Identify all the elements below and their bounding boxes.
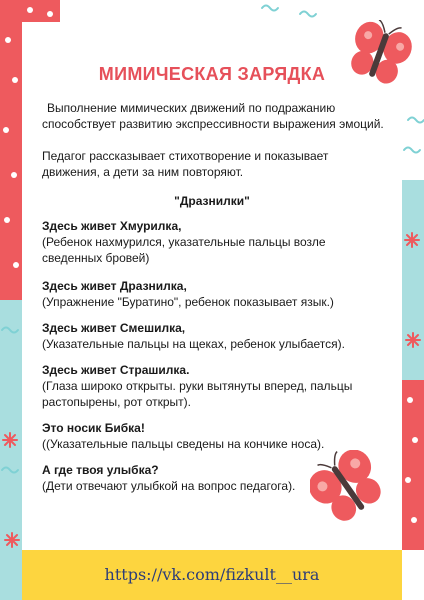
poem-instruction: (Указательные пальцы на щеках, ребенок улыбается). xyxy=(42,337,345,351)
poem-item xyxy=(42,218,387,266)
instruction-paragraph: Педагог рассказывает стихотворение и показывает движения, а дети за ним повторяют. xyxy=(42,149,329,179)
poem-line: Здесь живет Дразнилка, xyxy=(42,279,187,293)
intro-paragraph: Выполнение мимических движений по подражанию способствует развитию экспрессивности выражения эмоций. xyxy=(42,101,384,131)
footer-link[interactable]: https://vk.com/fizkult__ura xyxy=(104,565,320,584)
butterfly-icon xyxy=(346,20,412,90)
poem-line: А где твоя улыбка? xyxy=(42,463,159,477)
poem-line: Здесь живет Страшилка. xyxy=(42,363,190,377)
footer-banner xyxy=(22,550,402,600)
poem-item xyxy=(42,420,387,452)
butterfly-icon xyxy=(310,450,386,526)
poem-item xyxy=(42,362,387,410)
poem-instruction: ((Указательные пальцы сведены на кончике носа). xyxy=(42,437,325,451)
poem-line: Здесь живет Смешилка, xyxy=(42,321,186,335)
poem-instruction: (Глаза широко открыты. руки вытянуты вперед, пальцы растопырены, рот открыт). xyxy=(42,379,353,409)
page-title: МИМИЧЕСКАЯ ЗАРЯДКА xyxy=(98,64,326,84)
poem-instruction: (Дети отвечают улыбкой на вопрос педагога). xyxy=(42,479,296,493)
poem-title: "Дразнилки" xyxy=(174,194,250,208)
poem-instruction: (Ребенок нахмурился, указательные пальцы возле сведенных бровей) xyxy=(42,235,326,265)
poem-line: Это носик Бибка! xyxy=(42,421,145,435)
poem-item xyxy=(42,278,387,310)
poem-line: Здесь живет Хмурилка, xyxy=(42,219,182,233)
poem-instruction: (Упражнение "Буратино", ребенок показывает язык.) xyxy=(42,295,334,309)
poem-item xyxy=(42,320,387,352)
